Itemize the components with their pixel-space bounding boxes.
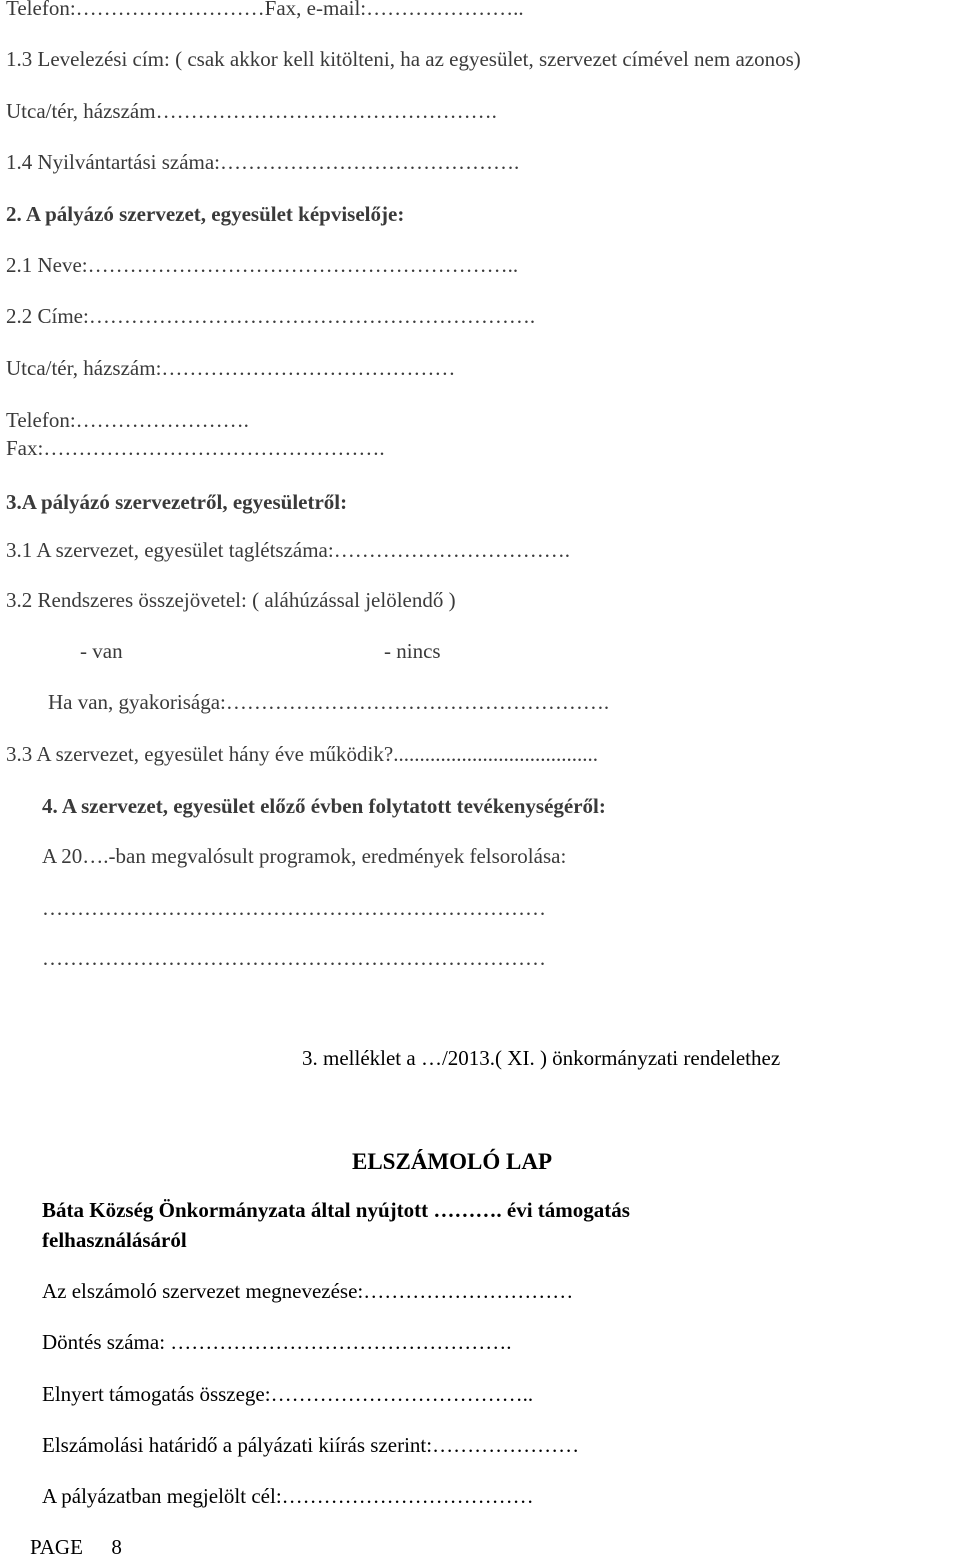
mailing-address-label: 1.3 Levelezési cím: ( csak akkor kell kitölteni, ha az egyesület, szervezet címével nem azonos) bbox=[6, 47, 801, 71]
option-nincs: - nincs bbox=[384, 639, 441, 663]
programs-dots-1: ……………………………………………………………… bbox=[42, 896, 546, 920]
phone-fax-line: Telefon:………………………Fax, e-mail:………………….. bbox=[6, 0, 524, 20]
annex-reference: 3. melléklet a …/2013.( XI. ) önkormányzati rendelethez bbox=[302, 1046, 781, 1070]
representative-phone-line: Telefon:……………………. bbox=[6, 408, 249, 432]
frequency-line: Ha van, gyakorisága:………………………………………………. bbox=[48, 690, 610, 714]
registration-number-line: 1.4 Nyilvántartási száma:……………………………………. bbox=[6, 150, 520, 174]
grant-goal-line: A pályázatban megjelölt cél:……………………………… bbox=[42, 1484, 534, 1508]
page-footer bbox=[30, 1537, 122, 1558]
section-2-heading: 2. A pályázó szervezet, egyesület képviselője: bbox=[6, 202, 405, 226]
settlement-subtitle-line-2: felhasználásáról bbox=[42, 1228, 187, 1252]
section-3-heading: 3.A pályázó szervezetről, egyesületről: bbox=[6, 490, 348, 514]
street-line: Utca/tér, házszám…………………………………………. bbox=[6, 99, 497, 123]
programs-label: A 20….-ban megvalósult programok, eredmények felsorolása: bbox=[42, 844, 567, 868]
representative-street-line: Utca/tér, házszám:…………………………………… bbox=[6, 356, 456, 380]
decision-number-line: Döntés száma: …………………………………………. bbox=[42, 1330, 512, 1354]
settlement-deadline-line: Elszámolási határidő a pályázati kiírás szerint:………………… bbox=[42, 1433, 580, 1457]
section-4-heading: 4. A szervezet, egyesület előző évben folytatott tevékenységéről: bbox=[42, 794, 606, 818]
settlement-subtitle-line-1: Báta Község Önkormányzata által nyújtott ………. évi támogatás bbox=[42, 1198, 630, 1222]
grant-amount-line: Elnyert támogatás összege:……………………………….. bbox=[42, 1382, 534, 1406]
option-van: - van bbox=[80, 639, 123, 663]
representative-address-line: 2.2 Címe:………………………………………………………. bbox=[6, 304, 536, 328]
organization-name-line: Az elszámoló szervezet megnevezése:………………………… bbox=[42, 1279, 574, 1303]
page-label: PAGE bbox=[30, 1535, 83, 1559]
representative-name-line: 2.1 Neve:…………………………………………………….. bbox=[6, 253, 519, 277]
member-count-line: 3.1 A szervezet, egyesület taglétszáma:……………………………. bbox=[6, 538, 570, 562]
regular-meeting-label: 3.2 Rendszeres összejövetel: ( aláhúzással jelölendő ) bbox=[6, 588, 456, 612]
representative-fax-line: Fax:…………………………………………. bbox=[6, 436, 385, 460]
years-operating-line: 3.3 A szervezet, egyesület hány éve működik?....................................... bbox=[6, 742, 598, 766]
page-number: 8 bbox=[111, 1535, 122, 1559]
programs-dots-2: ……………………………………………………………… bbox=[42, 946, 546, 970]
settlement-title: ELSZÁMOLÓ LAP bbox=[352, 1149, 553, 1174]
